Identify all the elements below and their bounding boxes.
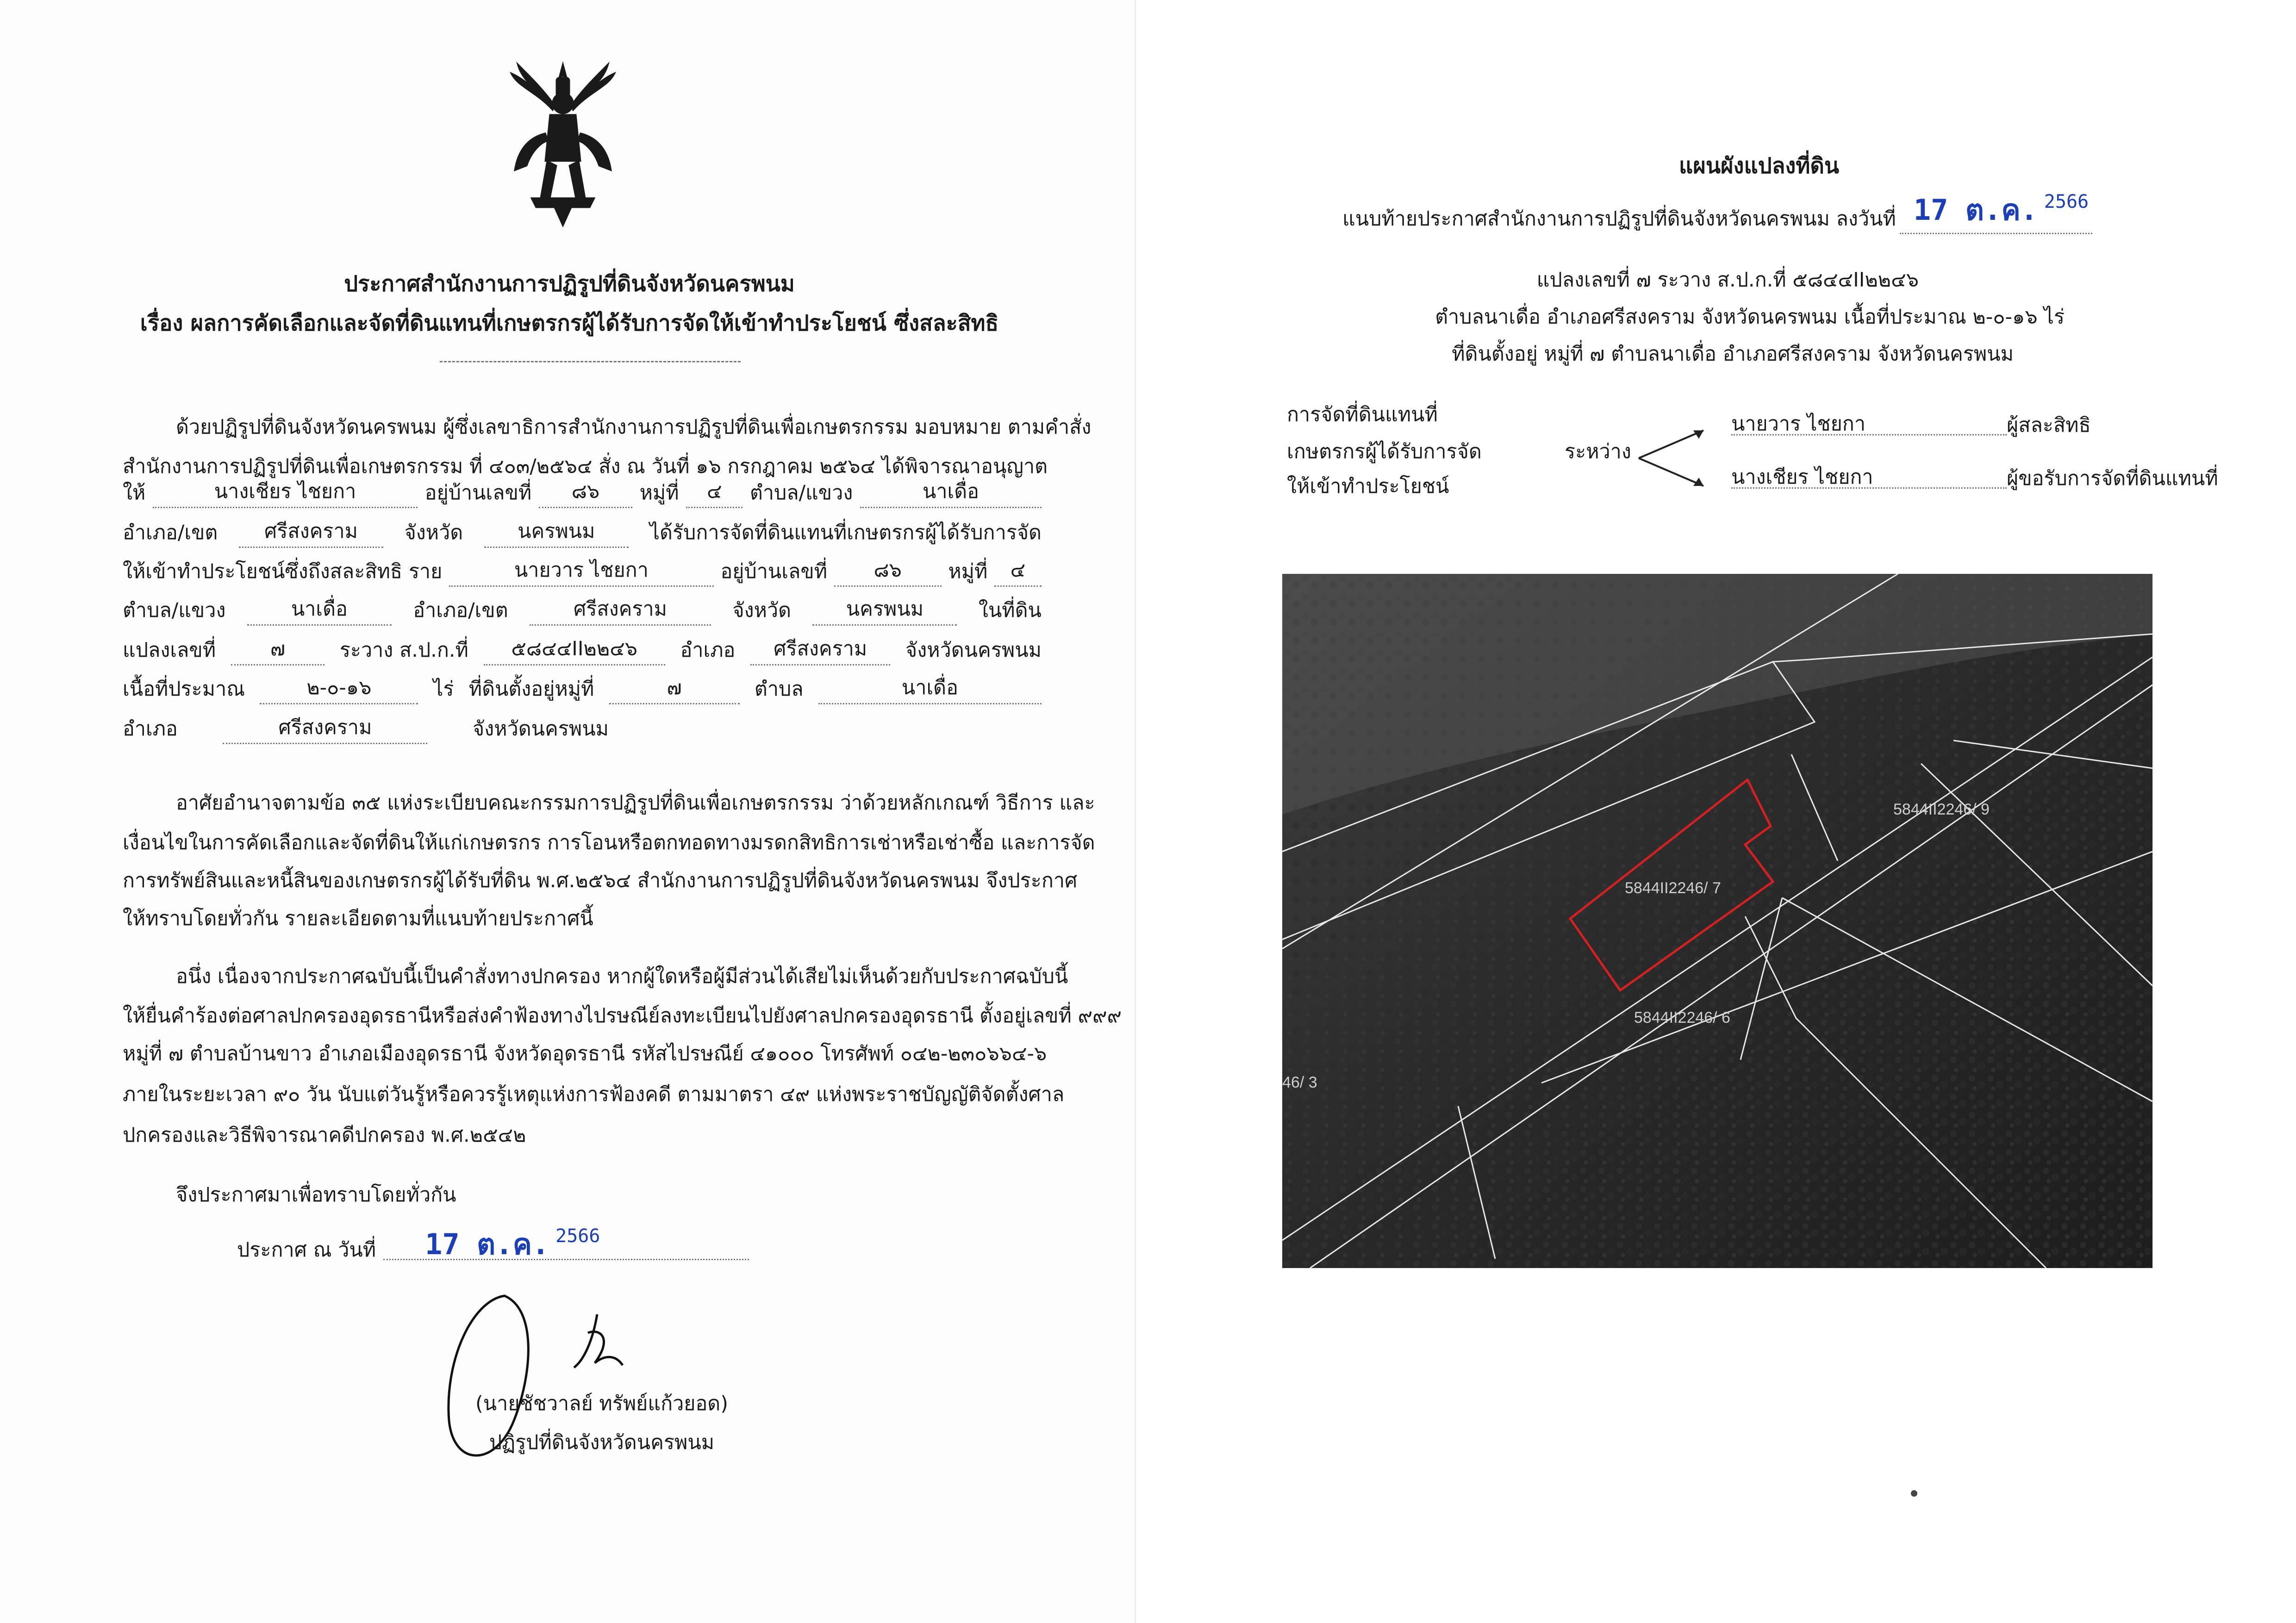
label-rai: ไร่ bbox=[433, 678, 454, 701]
field-amphoe: ศรีสงคราม bbox=[239, 515, 383, 548]
label-house-no-2: อยู่บ้านเลขที่ bbox=[720, 560, 828, 583]
field-applicant-name: นางเชียร ไชยกา bbox=[153, 475, 418, 508]
label-province: จังหวัด bbox=[404, 521, 463, 544]
map-label-edge: 46/ 3 bbox=[1282, 1074, 1317, 1091]
field-location-moo: ๗ bbox=[609, 672, 740, 704]
field-moo-2: ๔ bbox=[994, 554, 1042, 587]
scan-speck bbox=[1911, 1490, 1917, 1497]
field-tambon: นาเดื่อ bbox=[860, 475, 1042, 508]
para2-line1: อาศัยอำนาจตามข้อ ๓๕ แห่งระเบียบคณะกรรมการปฏิรูปที่ดินเพื่อเกษตรกรรม ว่าด้วยหลักเกณฑ์ วิธีการ และ bbox=[176, 791, 1095, 815]
plot-line2: ตำบลนาเดื่อ อำเภอศรีสงคราม จังหวัดนครพนม เนื้อที่ประมาณ ๒-๐-๑๖ ไร่ bbox=[1435, 305, 2065, 329]
split-arrow-icon bbox=[1634, 417, 1713, 500]
para1-line7 bbox=[123, 637, 1042, 665]
party1-name: นายวาร ไชยกา bbox=[1731, 414, 2007, 435]
title-divider bbox=[440, 361, 741, 362]
closing-line: จึงประกาศมาเพื่อทราบโดยทั่วกัน bbox=[176, 1183, 456, 1206]
field-plot-no: ๗ bbox=[231, 633, 324, 665]
label-tambon: ตำบล/แขวง bbox=[749, 481, 853, 504]
plot-line1: แปลงเลขที่ ๗ ระวาง ส.ป.ก.ที่ ๕๘๔๔II๒๒๔๖ bbox=[1536, 268, 1919, 292]
field-house-no-2: ๘๖ bbox=[834, 554, 942, 587]
page-fold-line bbox=[1135, 0, 1136, 1623]
announce-year-handwritten: 2566 bbox=[555, 1225, 600, 1247]
attach-line bbox=[1342, 187, 2092, 234]
announcement-title: ประกาศสำนักงานการปฏิรูปที่ดินจังหวัดนครพนม bbox=[344, 271, 795, 297]
label-amphoe-4: อำเภอ bbox=[123, 717, 178, 740]
signer-name: (นายชัชวาลย์ ทรัพย์แก้วยอด) bbox=[475, 1392, 728, 1415]
field-amphoe-3: ศรีสงคราม bbox=[750, 633, 890, 665]
field-province-2: นครพนม bbox=[812, 593, 957, 626]
para2-line4: ให้ทราบโดยทั่วกัน รายละเอียดตามที่แนบท้ายประกาศนี้ bbox=[123, 907, 593, 930]
plot-line3: ที่ดินตั้งอยู่ หมู่ที่ ๗ ตำบลนาเดื่อ อำเภอศรีสงคราม จังหวัดนครพนม bbox=[1452, 342, 2014, 366]
signer-position: ปฏิรูปที่ดินจังหวัดนครพนม bbox=[489, 1431, 715, 1454]
para1-line5-head: ให้เข้าทำประโยชน์ซึ่งถึงสละสิทธิ ราย bbox=[123, 560, 443, 583]
field-house-no: ๘๖ bbox=[539, 475, 632, 508]
label-plot-no: แปลงเลขที่ bbox=[123, 639, 216, 662]
para1-line9 bbox=[123, 718, 609, 744]
party1-line bbox=[1731, 414, 2091, 435]
para3-line1: อนึ่ง เนื่องจากประกาศฉบับนี้เป็นคำสั่งทางปกครอง หากผู้ใดหรือผู้มีส่วนได้เสียไม่เห็นด้วยกับประกาศฉบับนี้ bbox=[176, 965, 1068, 988]
party2-name: นางเชียร ไชยกา bbox=[1731, 467, 2007, 489]
announce-date-line bbox=[237, 1225, 749, 1262]
label-house-no: อยู่บ้านเลขที่ bbox=[424, 481, 532, 504]
attach-year-handwritten: 2566 bbox=[2044, 191, 2089, 212]
para1-line1: ด้วยปฏิรูปที่ดินจังหวัดนครพนม ผู้ซึ่งเลขาธิการสำนักงานการปฏิรูปที่ดินเพื่อเกษตรกรรม มอบหมาย ตามคำสั่ง bbox=[176, 416, 1092, 439]
field-tambon-3: นาเดื่อ bbox=[818, 672, 1042, 704]
field-amphoe-4: ศรีสงคราม bbox=[223, 711, 427, 744]
para1-line3 bbox=[123, 482, 1042, 508]
para1-line5 bbox=[123, 561, 1042, 587]
para1-line4-tail: ได้รับการจัดที่ดินแทนที่เกษตรกรผู้ได้รับการจัด bbox=[649, 521, 1042, 544]
announce-date-label: ประกาศ ณ วันที่ bbox=[237, 1238, 376, 1262]
label-amphoe: อำเภอ/เขต bbox=[123, 521, 218, 544]
field-province: นครพนม bbox=[484, 515, 629, 548]
between-label: ระหว่าง bbox=[1565, 440, 1631, 463]
para3-line2: ให้ยื่นคำร้องต่อศาลปกครองอุดรธานีหรือส่งคำฟ้องทางไปรษณีย์ลงทะเบียนไปยังศาลปกครองอุดรธานี ตั้งอยู่เลขที่ ๙๙๙ bbox=[123, 1004, 1122, 1027]
label-moo-2: หมู่ที่ bbox=[948, 560, 988, 583]
announce-date-field bbox=[383, 1225, 749, 1261]
party2-role: ผู้ขอรับการจัดที่ดินแทนที่ bbox=[2007, 467, 2218, 490]
map-label-plot7: 5844II2246/ 7 bbox=[1625, 879, 1721, 897]
attach-date-field bbox=[1900, 187, 2092, 234]
attach-label: แนบท้ายประกาศสำนักงานการปฏิรูปที่ดินจังหวัดนครพนม ลงวันที่ bbox=[1342, 207, 1896, 230]
announce-date-handwritten: 17 ต.ค. bbox=[425, 1227, 549, 1261]
map-label-plot9: 5844II2246/ 9 bbox=[1893, 801, 1990, 818]
label-province-2: จังหวัด bbox=[732, 599, 792, 622]
map-label-plot6: 5844II2246/ 6 bbox=[1634, 1009, 1730, 1026]
para3-line3: หมู่ที่ ๗ ตำบลบ้านขาว อำเภอเมืองอุดรธานี จังหวัดอุดรธานี รหัสไปรษณีย์ ๔๑๐๐๐ โทรศัพท์ ๐๔๒-๒๓๐๖๖๔-๖ bbox=[123, 1042, 1047, 1065]
para1-line8 bbox=[123, 678, 1042, 704]
para2-line2: เงื่อนไขในการคัดเลือกและจัดที่ดินให้แก่เกษตรกร การโอนหรือตกทอดทางมรดกสิทธิการเช่าหรือเช่าซื้อ และการจัด bbox=[123, 831, 1095, 854]
field-area: ๒-๐-๑๖ bbox=[260, 672, 418, 704]
alloc-line1: การจัดที่ดินแทนที่ bbox=[1287, 403, 1438, 426]
label-area: เนื้อที่ประมาณ bbox=[123, 678, 245, 701]
field-sheet: ๕๘๔๔II๒๒๔๖ bbox=[484, 633, 665, 665]
para1-line9-tail: จังหวัดนครพนม bbox=[473, 717, 609, 740]
label-location-moo: ที่ดินตั้งอยู่หมู่ที่ bbox=[468, 678, 594, 701]
para3-line4: ภายในระยะเวลา ๙๐ วัน นับแต่วันรู้หรือควรรู้เหตุแห่งการฟ้องคดี ตามมาตรา ๔๙ แห่งพระราชบัญญัติจัดตั้งศาล bbox=[123, 1083, 1065, 1106]
map-title: แผนผังแปลงที่ดิน bbox=[1679, 153, 1839, 179]
label-tambon-2: ตำบล/แขวง bbox=[123, 599, 226, 622]
para1-line7-tail: จังหวัดนครพนม bbox=[905, 639, 1042, 662]
party1-role: ผู้สละสิทธิ bbox=[2007, 414, 2091, 437]
party2-line bbox=[1731, 467, 2218, 489]
para1-line6-tail: ในที่ดิน bbox=[978, 599, 1042, 622]
para3-line5: ปกครองและวิธีพิจารณาคดีปกครอง พ.ศ.๒๕๔๒ bbox=[123, 1124, 526, 1147]
alloc-line3: ให้เข้าทำประโยชน์ bbox=[1287, 475, 1449, 498]
field-tambon-2: นาเดื่อ bbox=[247, 593, 392, 626]
field-relinquisher-name: นายวาร ไชยกา bbox=[449, 554, 714, 587]
para2-line3: การทรัพย์สินและหนี้สินของเกษตรกรผู้ได้รับที่ดิน พ.ศ.๒๕๖๔ สำนักงานการปฏิรูปที่ดินจังหวัดนครพนม จึงประกาศ bbox=[123, 869, 1078, 892]
garuda-emblem-icon bbox=[508, 59, 618, 230]
attach-date-handwritten: 17 ต.ค. bbox=[1913, 193, 2038, 227]
para1-line6 bbox=[123, 597, 1042, 626]
label-tambon-3: ตำบล bbox=[754, 678, 804, 701]
alloc-line2: เกษตรกรผู้ได้รับการจัด bbox=[1287, 440, 1482, 463]
aerial-plot-map bbox=[1282, 574, 2152, 1268]
label-give: ให้ bbox=[123, 481, 146, 504]
label-amphoe-3: อำเภอ bbox=[680, 639, 736, 662]
field-moo: ๔ bbox=[686, 475, 742, 508]
field-amphoe-2: ศรีสงคราม bbox=[530, 593, 711, 626]
para1-line4 bbox=[123, 522, 1042, 548]
announcement-subject: เรื่อง ผลการคัดเลือกและจัดที่ดินแทนที่เกษตรกรผู้ได้รับการจัดให้เข้าทำประโยชน์ ซึ่งสละสิทธิ bbox=[140, 311, 999, 336]
label-moo: หมู่ที่ bbox=[639, 481, 679, 504]
para1-line2: สำนักงานการปฏิรูปที่ดินเพื่อเกษตรกรรม ที่ ๔๐๓/๒๕๖๔ สั่ง ณ วันที่ ๑๖ กรกฎาคม ๒๕๖๔ ได้พิจารณาอนุญาต bbox=[123, 455, 1048, 478]
label-sheet: ระวาง ส.ป.ก.ที่ bbox=[339, 639, 468, 662]
label-amphoe-2: อำเภอ/เขต bbox=[413, 599, 508, 622]
